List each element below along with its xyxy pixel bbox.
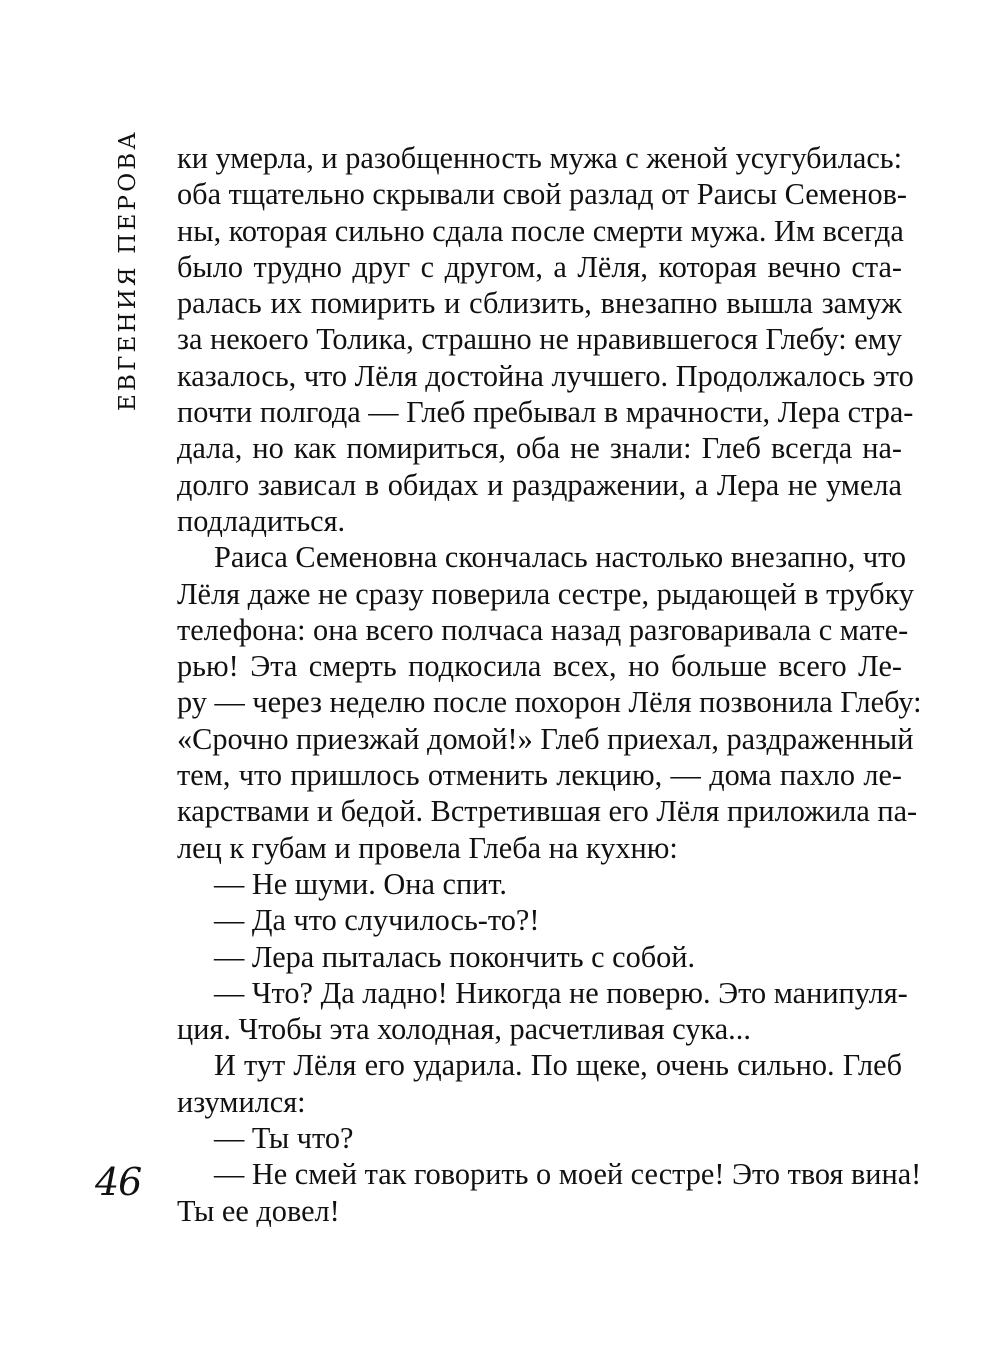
text-line: за некоего Толика, страшно не нравившегося Глебу: ему — [177, 322, 903, 357]
text-line: Раиса Семеновна скончалась настолько внезапно, что — [214, 540, 907, 575]
text-line: ру — через неделю после похорон Лёля позвонила Глебу: — [177, 685, 922, 720]
text-line: — Не шуми. Она спит. — [214, 866, 507, 901]
text-line: тем, что пришлось отменить лекцию, — дома пахло ле- — [177, 758, 902, 793]
text-line: — Что? Да ладно! Никогда не поверю. Это манипуля- — [214, 975, 908, 1010]
text-line: рью! Эта смерть подкосила всех, но больше всего Ле- — [177, 649, 902, 684]
text-line: изумился: — [177, 1084, 306, 1119]
text-line: было трудно друг с другом, а Лёля, которая вечно ста- — [177, 249, 902, 284]
text-line: ралась их помирить и сблизить, внезапно вышла замуж — [177, 286, 902, 321]
text-line: почти полгода — Глеб пребывал в мрачности, Лера стра- — [177, 395, 914, 430]
text-line: казалось, что Лёля достойна лучшего. Продолжалось это — [177, 358, 914, 393]
text-line: — Не смей так говорить о моей сестре! Это твоя вина! — [214, 1157, 922, 1192]
text-line: подладиться. — [177, 503, 346, 538]
body-text — [177, 140, 922, 1229]
text-line: — Ты что? — [214, 1121, 354, 1156]
text-line: оба тщательно скрывали свой разлад от Раисы Семенов- — [177, 177, 908, 212]
text-line: «Срочно приезжай домой!» Глеб приехал, раздраженный — [177, 721, 914, 756]
text-line: ки умерла, и разобщенность мужа с женой усугубилась: — [177, 141, 902, 175]
text-line: — Да что случилось-то?! — [214, 903, 540, 938]
text-line: лец к губам и провела Глеба на кухню: — [177, 830, 678, 865]
author-name: ЕВГЕНИЯ ПЕРОВА — [115, 128, 141, 412]
text-line: ция. Чтобы эта холодная, расчетливая сука... — [177, 1012, 751, 1047]
text-line: ны, которая сильно сдала после смерти мужа. Им всегда — [177, 213, 904, 248]
text-line: И тут Лёля его ударила. По щеке, очень сильно. Глеб — [214, 1048, 902, 1083]
text-line: долго зависал в обидах и раздражении, а Лера не умела — [177, 467, 902, 502]
running-head — [106, 128, 150, 412]
text-line: Лёля даже не сразу поверила сестре, рыдающей в трубку — [177, 576, 915, 611]
text-line: телефона: она всего полчаса назад разговаривала с мате- — [177, 612, 909, 647]
text-line: — Лера пыталась покончить с собой. — [214, 939, 696, 974]
text-line: Ты ее довел! — [177, 1193, 340, 1228]
page-number: 46 — [95, 1160, 142, 1204]
text-line: дала, но как помириться, оба не знали: Глеб всегда на- — [177, 431, 902, 466]
text-line: карствами и бедой. Встретившая его Лёля приложила па- — [177, 794, 918, 829]
